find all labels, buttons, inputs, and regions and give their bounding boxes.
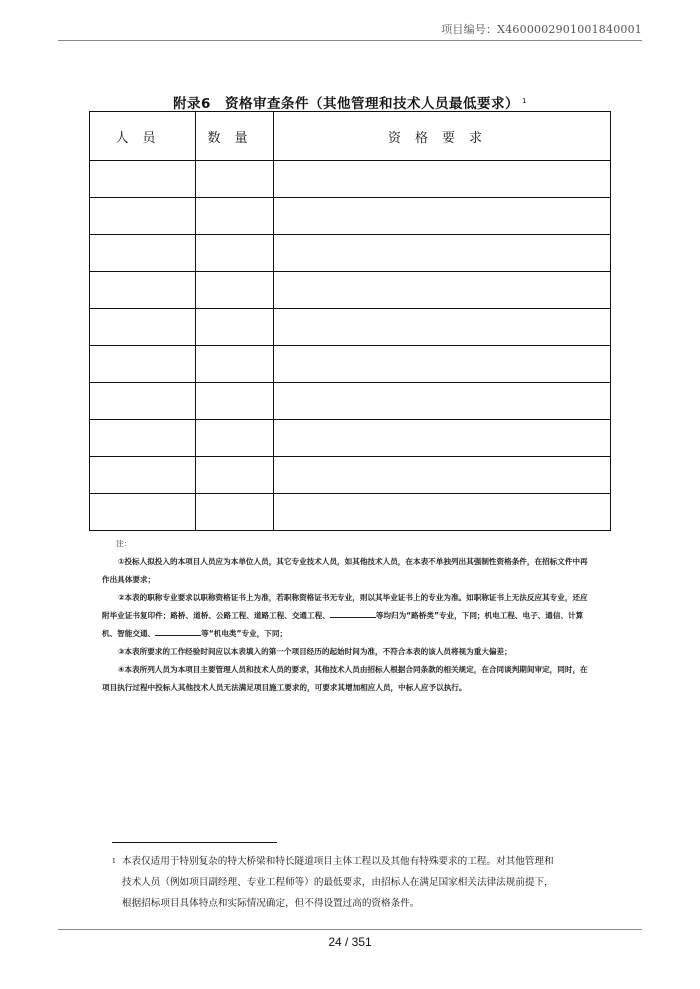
requirements-cell[interactable] — [274, 494, 611, 531]
note-2-part-c: 等“机电类”专业，下同； — [201, 629, 288, 638]
personnel-cell[interactable] — [90, 420, 196, 457]
note-4: ④本表所列人员为本项目主要管理人员和技术人员的要求，其他技术人员由招标人根据合同条款的相关规定，在合同谈判期间审定，同时，在项目执行过程中投标人其他技术人员无法满足项目施工要求的，可要求其增加相应人员，中标人应予以执行。 — [102, 665, 588, 692]
personnel-cell[interactable] — [90, 235, 196, 272]
blank-line — [155, 627, 201, 636]
personnel-cell[interactable] — [90, 346, 196, 383]
quantity-cell[interactable] — [196, 457, 274, 494]
page-header — [58, 18, 642, 41]
note-1: ①投标人拟投入的本项目人员应为本单位人员，其它专业技术人员，如其他技术人员，在本表不单独列出其强制性资格条件，在招标文件中再作出具体要求； — [102, 557, 588, 584]
personnel-cell[interactable] — [90, 383, 196, 420]
quantity-cell[interactable] — [196, 272, 274, 309]
requirements-cell[interactable] — [274, 383, 611, 420]
footer-rule — [58, 929, 642, 930]
quantity-cell[interactable] — [196, 494, 274, 531]
requirements-cell[interactable] — [274, 272, 611, 309]
table-row — [90, 272, 611, 309]
footnote-rule — [112, 842, 277, 843]
note-2 — [102, 589, 592, 643]
requirements-cell[interactable] — [274, 346, 611, 383]
footnote-line-1-text: 本表仅适用于特别复杂的特大桥梁和特长隧道项目主体工程以及其他有特殊要求的工程。对其他管理和 — [121, 856, 554, 867]
requirements-cell[interactable] — [274, 235, 611, 272]
table-row — [90, 198, 611, 235]
project-number: 项目编号：X4600002901001840001 — [441, 23, 642, 36]
quantity-cell[interactable] — [196, 309, 274, 346]
requirements-cell[interactable] — [274, 420, 611, 457]
footnote-mark: 1 — [112, 858, 116, 865]
qualification-table — [89, 111, 611, 531]
personnel-cell[interactable] — [90, 494, 196, 531]
personnel-cell[interactable] — [90, 161, 196, 198]
personnel-cell[interactable] — [90, 198, 196, 235]
table-row — [90, 161, 611, 198]
table-row — [90, 420, 611, 457]
table-row — [90, 235, 611, 272]
quantity-cell[interactable] — [196, 383, 274, 420]
note-2-part-b: 等均归为“路桥类”专业，下同；机电工程、电子、通信、计算机、智能交通、 — [102, 611, 584, 638]
quantity-cell[interactable] — [196, 420, 274, 457]
requirements-cell[interactable] — [274, 161, 611, 198]
personnel-cell[interactable] — [90, 272, 196, 309]
blank-line — [330, 609, 376, 618]
header-personnel: 人员 — [90, 112, 196, 161]
title-footnote-mark: 1 — [521, 96, 527, 105]
personnel-cell[interactable] — [90, 309, 196, 346]
table-row — [90, 383, 611, 420]
footnote-line-3: 根据招标项目具体特点和实际情况确定，但不得设置过高的资格条件。 — [122, 898, 420, 909]
table-row — [90, 309, 611, 346]
quantity-cell[interactable] — [196, 235, 274, 272]
requirements-cell[interactable] — [274, 309, 611, 346]
requirements-cell[interactable] — [274, 457, 611, 494]
quantity-cell[interactable] — [196, 161, 274, 198]
note-3: ③本表所要求的工作经验时间应以本表填入的第一个项目经历的起始时间为准，不符合本表的该人员将视为重大偏差； — [118, 647, 512, 656]
footnote — [112, 851, 600, 914]
header-requirements: 资格要求 — [274, 112, 611, 161]
quantity-cell[interactable] — [196, 198, 274, 235]
appendix-title-text: 附录6 资格审查条件（其他管理和技术人员最低要求） — [173, 96, 519, 112]
table-row — [90, 346, 611, 383]
table-row — [90, 457, 611, 494]
personnel-cell[interactable] — [90, 457, 196, 494]
footnote-line-1 — [112, 851, 600, 872]
notes-label: 注： — [116, 539, 132, 548]
table-header-row — [90, 112, 611, 161]
table-row — [90, 494, 611, 531]
header-quantity: 数量 — [196, 112, 274, 161]
notes — [102, 535, 592, 697]
note-2-part-a: ②本表的职称专业要求以职称资格证书上为准，若职称资格证书无专业，则以其毕业证书上的专业为准。如职称证书上无法反应其专业，还应附毕业证书复印件；路桥、道桥、公路工程、道路工程、交通工程、 — [102, 593, 588, 620]
quantity-cell[interactable] — [196, 346, 274, 383]
appendix-title — [0, 92, 700, 112]
footnote-line-2: 技术人员（例如项目副经理、专业工程师等）的最低要求，由招标人在满足国家相关法律法规前提下， — [122, 877, 554, 888]
requirements-cell[interactable] — [274, 198, 611, 235]
page-number: 24 / 351 — [328, 935, 372, 949]
